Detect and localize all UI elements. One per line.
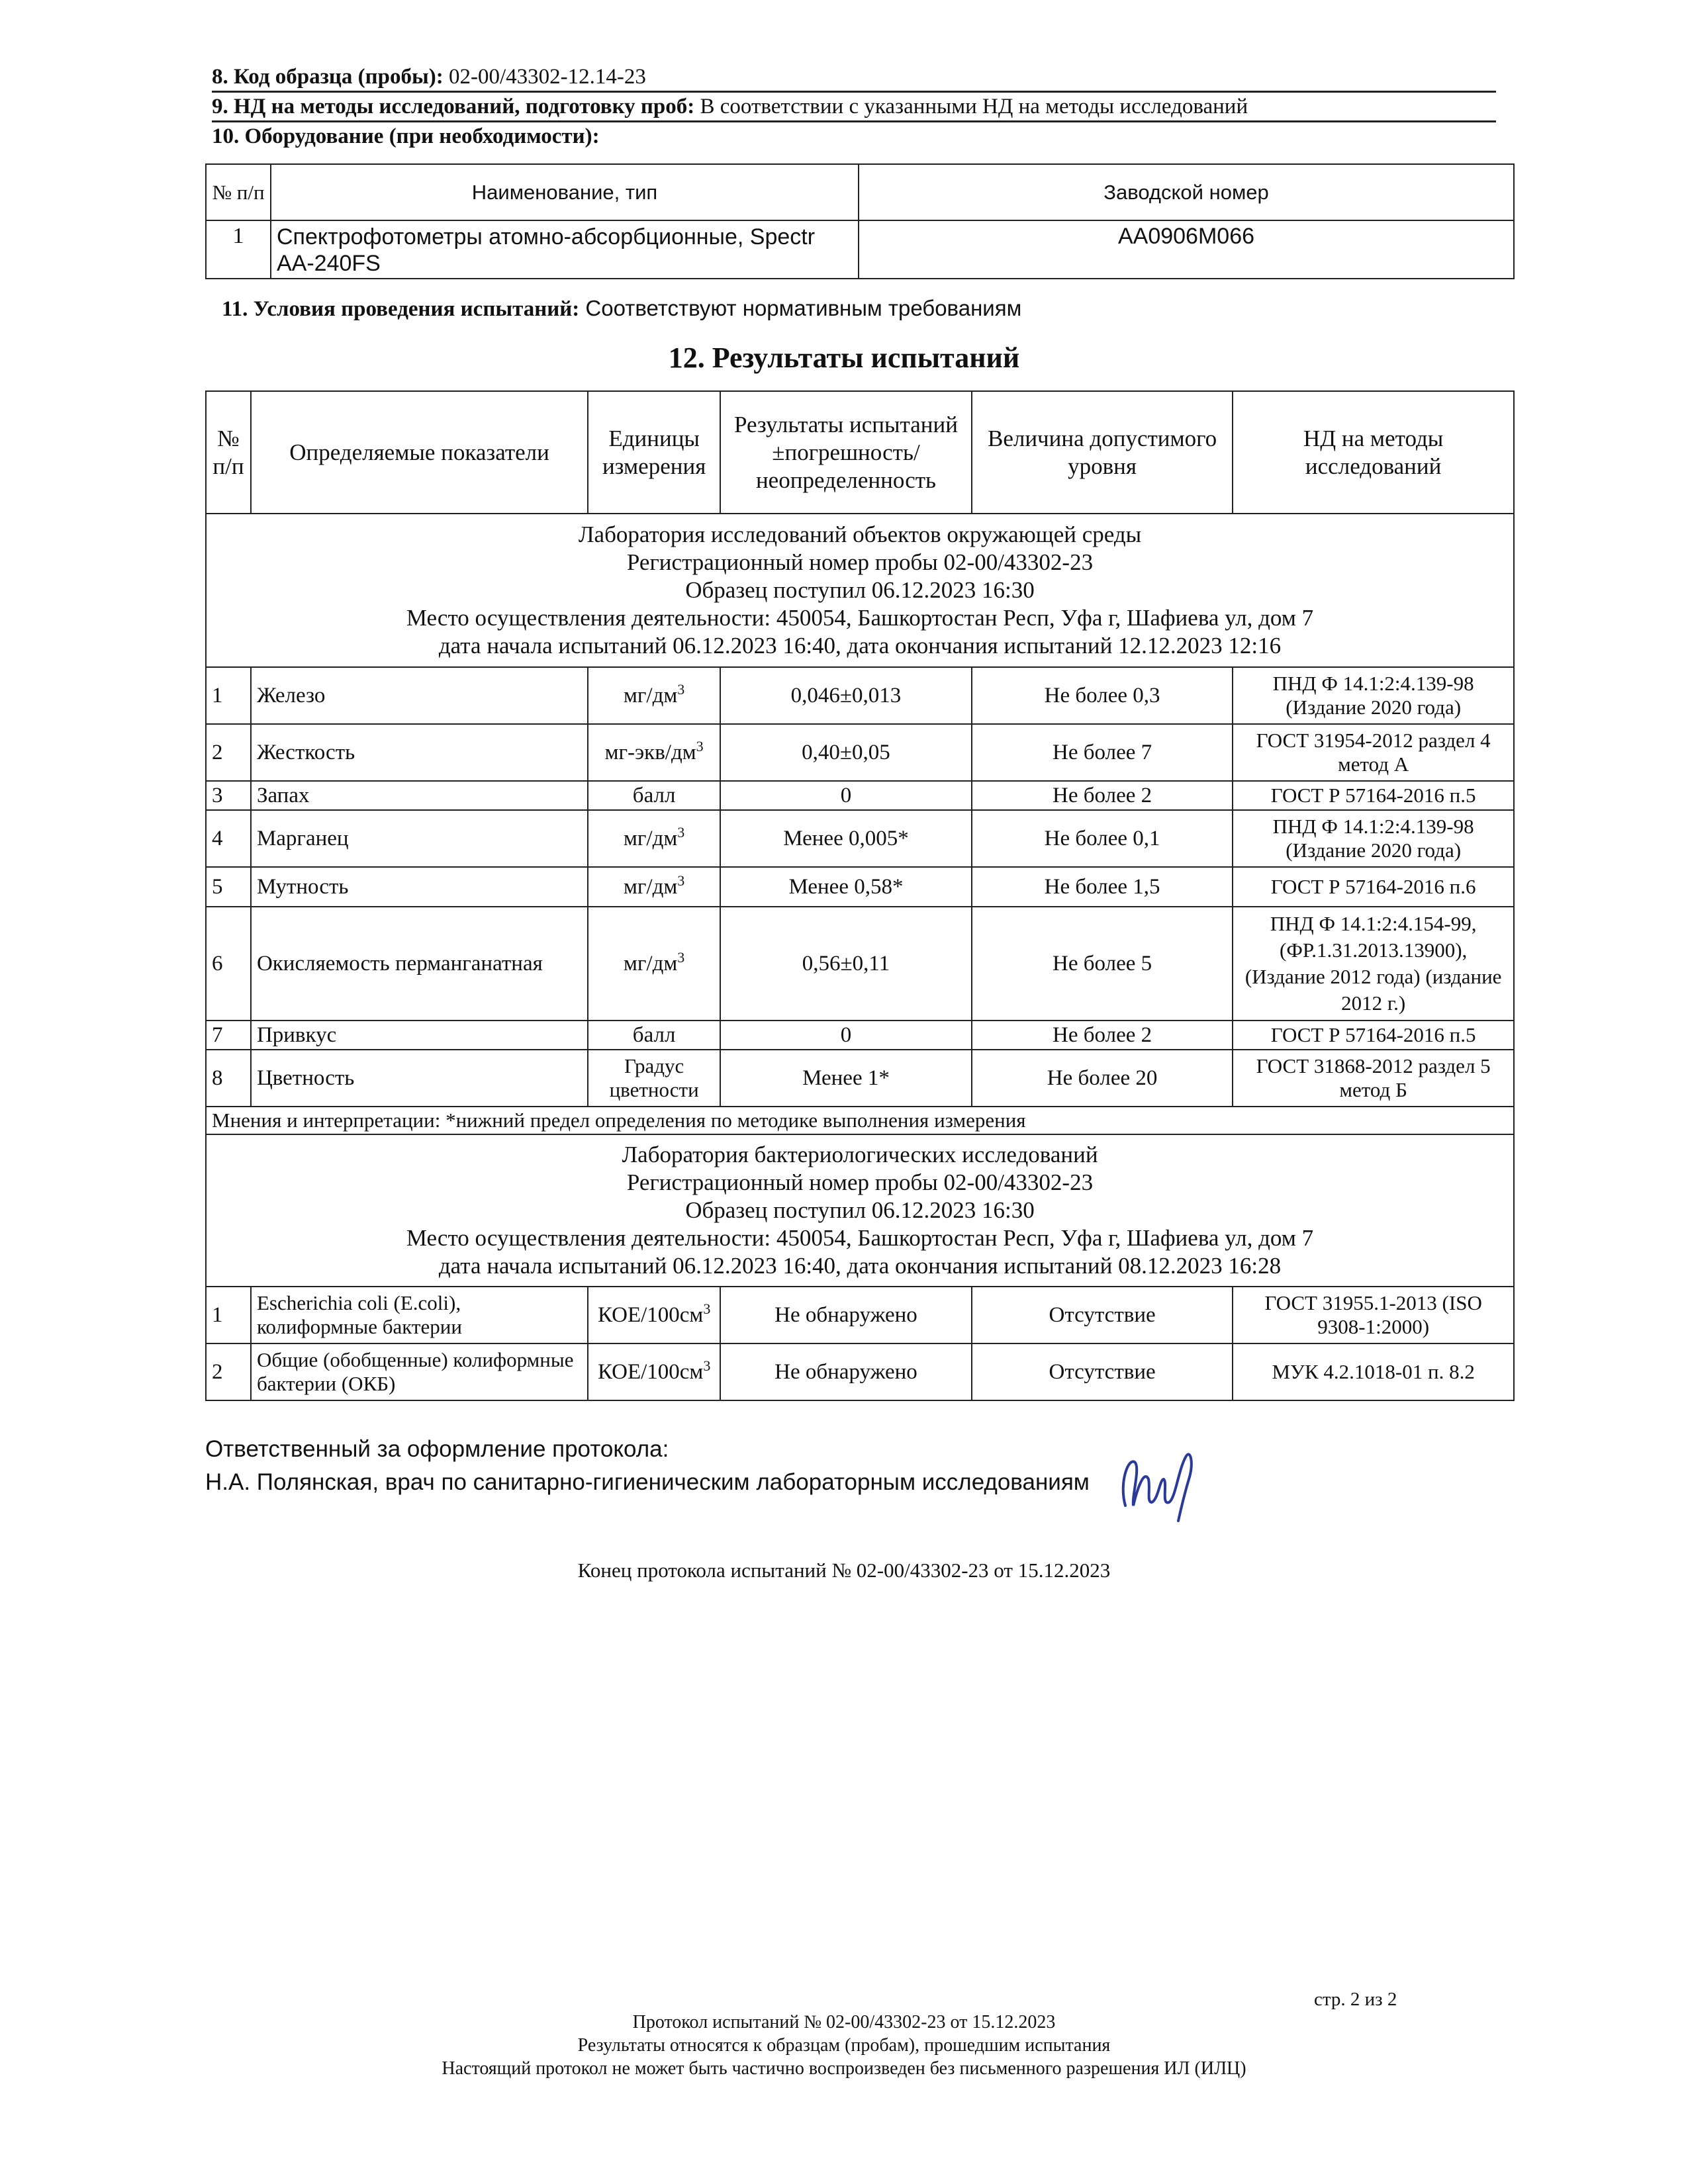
equipment-table <box>205 163 1515 279</box>
row-limit: Не более 5 <box>972 907 1233 1021</box>
field-equipment-label: 10. Оборудование (при необходимости): <box>212 124 600 148</box>
row-method: ПНД Ф 14.1:2:4.154-99, (ФР.1.31.2013.13900), (Издание 2012 года) (издание 2012 г.) <box>1233 907 1514 1021</box>
row-unit: балл <box>588 781 720 810</box>
row-result: 0 <box>720 1021 972 1050</box>
row-unit: $мг-экв/дм^3$ <box>588 724 720 781</box>
row-num: 8 <box>206 1050 251 1107</box>
field-conditions-label: 11. Условия проведения испытаний: <box>222 297 580 321</box>
row-num: 3 <box>206 781 251 810</box>
row-unit: КОЕ/$100см^3$ <box>588 1343 720 1400</box>
row-unit: $мг/дм^3$ <box>588 867 720 907</box>
equipment-row <box>206 220 1514 279</box>
equipment-serial: AA0906M066 <box>859 220 1514 279</box>
results-header-indicator: Определяемые показатели <box>251 391 588 514</box>
results-header-method: НД на методы исследований <box>1233 391 1514 514</box>
signature-responsible-label: Ответственный за оформление протокола: <box>205 1436 669 1462</box>
row-unit: КОЕ/$100см^3$ <box>588 1287 720 1343</box>
row-result: Менее 0,005* <box>720 810 972 867</box>
equipment-header-row <box>206 164 1514 220</box>
row-result: Менее 1* <box>720 1050 972 1107</box>
lab2-dates: дата начала испытаний 06.12.2023 16:40, дата окончания испытаний 08.12.2023 16:28 <box>438 1253 1282 1279</box>
field-conditions-value: Соответствуют нормативным требованиям <box>579 296 1022 320</box>
row-limit: Не более 7 <box>972 724 1233 781</box>
footer-scope: Результаты относятся к образцам (пробам), прошедшим испытания <box>577 2035 1111 2056</box>
results-title: 12. Результаты испытаний <box>668 341 1020 374</box>
row-method: МУК 4.2.1018-01 п. 8.2 <box>1233 1343 1514 1400</box>
field-methods-label: 9. НД на методы исследований, подготовку проб: <box>212 95 695 118</box>
field-sample-code-value: 02-00/43302-12.14-23 <box>443 65 646 89</box>
lab2-info <box>206 1134 1514 1287</box>
table-row <box>206 1343 1514 1400</box>
row-unit: Градус цветности <box>588 1050 720 1107</box>
row-limit: Отсутствие <box>972 1343 1233 1400</box>
row-num: 2 <box>206 724 251 781</box>
row-result: 0 <box>720 781 972 810</box>
table-row <box>206 781 1514 810</box>
lab2-address: Место осуществления деятельности: 450054, Башкортостан Респ, Уфа г, Шафиева ул, дом 7 <box>406 1225 1314 1251</box>
results-header-row <box>206 391 1514 514</box>
lab1-info-row <box>206 514 1514 667</box>
row-indicator: Окисляемость перманганатная <box>251 907 588 1021</box>
table-row <box>206 810 1514 867</box>
row-method: ГОСТ 31955.1-2013 (ISO 9308-1:2000) <box>1233 1287 1514 1343</box>
row-num: 2 <box>206 1343 251 1400</box>
lab2-reg-number: Регистрационный номер пробы 02-00/43302-23 <box>626 1169 1094 1195</box>
equipment-header-num: № п/п <box>206 164 271 220</box>
end-of-protocol: Конец протокола испытаний № 02-00/43302-23 от 15.12.2023 <box>577 1559 1111 1582</box>
row-indicator: Марганец <box>251 810 588 867</box>
row-result: 0,40±0,05 <box>720 724 972 781</box>
row-indicator: Запах <box>251 781 588 810</box>
lab1-info <box>206 514 1514 667</box>
row-num: 1 <box>206 1287 251 1343</box>
row-indicator: Железо <box>251 667 588 724</box>
opinion-text: Мнения и интерпретации: *нижний предел определения по методике выполнения измерения <box>206 1107 1514 1134</box>
table-row <box>206 867 1514 907</box>
field-sample-code <box>212 63 1496 93</box>
results-table <box>205 390 1515 1401</box>
table-row <box>206 667 1514 724</box>
field-equipment <box>212 122 1496 150</box>
row-num: 1 <box>206 667 251 724</box>
row-indicator: Цветность <box>251 1050 588 1107</box>
lab2-received: Образец поступил 06.12.2023 16:30 <box>685 1197 1035 1223</box>
row-limit: Отсутствие <box>972 1287 1233 1343</box>
row-unit: $мг/дм^3$ <box>588 667 720 724</box>
row-indicator: Общие (обобщенные) колиформные бактерии (ОКБ) <box>251 1343 588 1400</box>
table-row <box>206 1287 1514 1343</box>
footer-copyright: Настоящий протокол не может быть частично воспроизведен без письменного разрешения ИЛ (ИЛЦ) <box>442 2058 1246 2079</box>
row-method: ГОСТ 31868-2012 раздел 5 метод Б <box>1233 1050 1514 1107</box>
footer-protocol: Протокол испытаний № 02-00/43302-23 от 15.12.2023 <box>632 2012 1056 2032</box>
row-limit: Не более 20 <box>972 1050 1233 1107</box>
row-indicator: Жесткость <box>251 724 588 781</box>
opinion-row <box>206 1107 1514 1134</box>
row-method: ПНД Ф 14.1:2:4.139-98 (Издание 2020 года) <box>1233 667 1514 724</box>
row-result: Не обнаружено <box>720 1343 972 1400</box>
row-method: ГОСТ Р 57164-2016 п.6 <box>1233 867 1514 907</box>
row-method: ПНД Ф 14.1:2:4.139-98 (Издание 2020 года) <box>1233 810 1514 867</box>
field-methods-value: В соответствии с указанными НД на методы исследований <box>694 95 1248 118</box>
row-result: 0,56±0,11 <box>720 907 972 1021</box>
lab1-name: Лаборатория исследований объектов окружающей среды <box>578 522 1142 547</box>
row-num: 6 <box>206 907 251 1021</box>
lab1-address: Место осуществления деятельности: 450054, Башкортостан Респ, Уфа г, Шафиева ул, дом 7 <box>406 605 1314 631</box>
row-unit: $мг/дм^3$ <box>588 810 720 867</box>
row-method: ГОСТ Р 57164-2016 п.5 <box>1233 1021 1514 1050</box>
table-row <box>206 1021 1514 1050</box>
page-number: стр. 2 из 2 <box>1314 1989 1397 2010</box>
row-limit: Не более 0,1 <box>972 810 1233 867</box>
results-header-result: Результаты испытаний ±погрешность/ неопределенность <box>720 391 972 514</box>
lab1-reg-number: Регистрационный номер пробы 02-00/43302-23 <box>626 549 1094 575</box>
row-method: ГОСТ Р 57164-2016 п.5 <box>1233 781 1514 810</box>
field-conditions <box>222 296 1021 322</box>
row-limit: Не более 0,3 <box>972 667 1233 724</box>
results-header-unit: Единицы измерения <box>588 391 720 514</box>
table-row <box>206 724 1514 781</box>
equipment-name: Спектрофотометры атомно-абсорбционные, Spectr AA-240FS <box>271 220 859 279</box>
row-unit: балл <box>588 1021 720 1050</box>
handwritten-signature <box>1112 1443 1205 1522</box>
row-method: ГОСТ 31954-2012 раздел 4 метод А <box>1233 724 1514 781</box>
row-limit: Не более 2 <box>972 781 1233 810</box>
row-result: Менее 0,58* <box>720 867 972 907</box>
lab2-name: Лаборатория бактериологических исследований <box>622 1142 1098 1167</box>
row-unit: $мг/дм^3$ <box>588 907 720 1021</box>
lab1-dates: дата начала испытаний 06.12.2023 16:40, дата окончания испытаний 12.12.2023 12:16 <box>438 633 1282 659</box>
row-result: 0,046±0,013 <box>720 667 972 724</box>
field-methods <box>212 93 1496 122</box>
field-sample-code-label: 8. Код образца (пробы): <box>212 65 444 89</box>
table-row <box>206 1050 1514 1107</box>
row-num: 7 <box>206 1021 251 1050</box>
row-indicator: Мутность <box>251 867 588 907</box>
row-num: 4 <box>206 810 251 867</box>
row-num: 5 <box>206 867 251 907</box>
row-indicator: Escherichia coli (E.coli), колиформные бактерии <box>251 1287 588 1343</box>
row-indicator: Привкус <box>251 1021 588 1050</box>
row-limit: Не более 2 <box>972 1021 1233 1050</box>
lab1-received: Образец поступил 06.12.2023 16:30 <box>685 577 1035 603</box>
equipment-header-serial: Заводской номер <box>859 164 1514 220</box>
lab2-info-row <box>206 1134 1514 1287</box>
row-limit: Не более 1,5 <box>972 867 1233 907</box>
row-result: Не обнаружено <box>720 1287 972 1343</box>
equipment-header-name: Наименование, тип <box>271 164 859 220</box>
results-header-limit: Величина допустимого уровня <box>972 391 1233 514</box>
table-row <box>206 907 1514 1021</box>
signature-name: Н.А. Полянская, врач по санитарно-гигиеническим лабораторным исследованиям <box>205 1469 1090 1495</box>
equipment-num: 1 <box>206 220 271 279</box>
results-header-num: № п/п <box>206 391 251 514</box>
